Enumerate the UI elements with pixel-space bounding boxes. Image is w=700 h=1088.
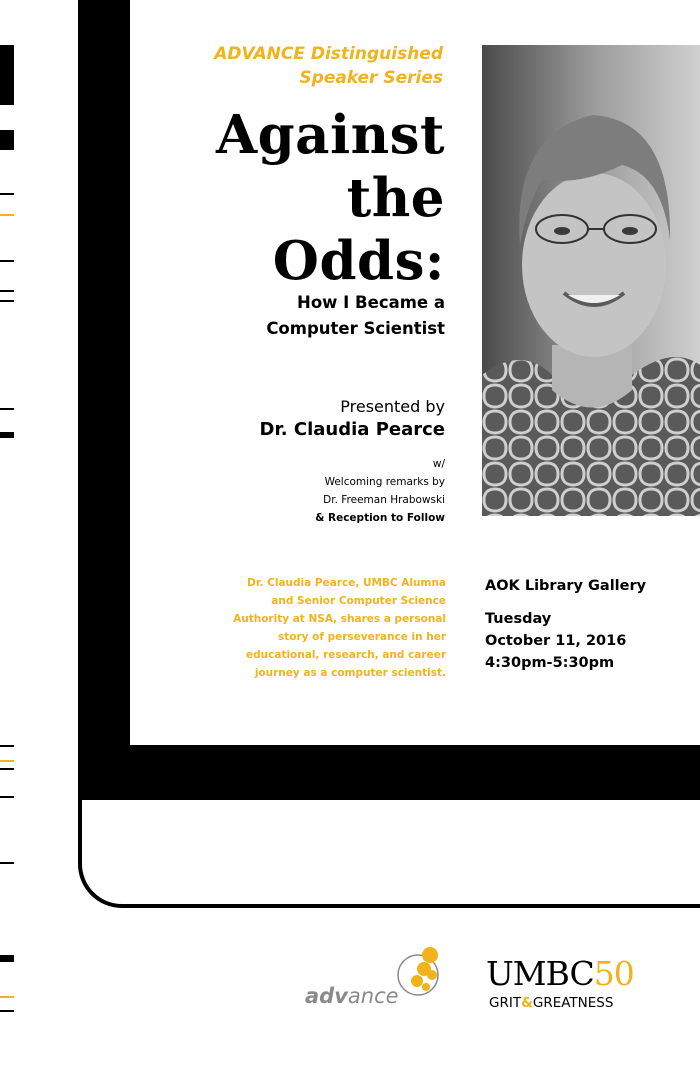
tick-mark (0, 290, 14, 292)
title-line: the (346, 167, 445, 229)
series-line: Speaker Series (299, 68, 443, 88)
umbc-fifty: 50 (593, 954, 634, 993)
event-details (485, 576, 695, 674)
remarks-speaker: Dr. Freeman Hrabowski (323, 494, 445, 506)
tick-mark (0, 996, 14, 998)
blurb-line: story of perseverance in her (278, 631, 446, 643)
tick-mark (0, 862, 14, 864)
tick-mark (0, 300, 14, 302)
event-title (160, 104, 445, 293)
speaker-blurb (225, 574, 446, 682)
tagline-grit: GRIT (489, 995, 522, 1011)
presenter-name: Dr. Claudia Pearce (259, 419, 445, 440)
tagline-greatness: GREATNESS (532, 995, 614, 1011)
tick-mark (0, 745, 14, 747)
blurb-line: and Senior Computer Science (271, 595, 446, 607)
tick-mark (0, 45, 14, 105)
event-subtitle (200, 290, 445, 342)
speaker-photo (482, 45, 700, 516)
blurb-line: Dr. Claudia Pearce, UMBC Alumna (247, 577, 446, 589)
tick-mark (0, 408, 14, 410)
umbc-wordmark: UMBC (486, 954, 594, 993)
tick-mark (0, 260, 14, 262)
tick-mark (0, 432, 14, 438)
monitor-base (78, 800, 700, 908)
tick-mark (0, 193, 14, 195)
tick-mark (0, 796, 14, 798)
advance-wordmark-light: ance (347, 984, 399, 1008)
subtitle-line: How I Became a (297, 293, 445, 312)
tick-mark (0, 1010, 14, 1012)
umbc50-logo (486, 956, 634, 992)
series-title (180, 42, 443, 90)
advance-wordmark-bold: adv (305, 984, 348, 1008)
tick-mark (0, 214, 14, 216)
blurb-line: educational, research, and career (246, 649, 446, 661)
tick-mark (0, 130, 14, 150)
series-line: ADVANCE Distinguished (214, 44, 443, 64)
title-line: Against (215, 104, 445, 166)
advance-wordmark (305, 984, 399, 1008)
with-label: w/ (432, 458, 445, 470)
grit-greatness-tagline (489, 995, 613, 1011)
reception-note: & Reception to Follow (315, 512, 445, 524)
tick-mark (0, 768, 14, 770)
tagline-ampersand: & (521, 995, 533, 1011)
presented-by-label: Presented by (340, 397, 445, 416)
blurb-line: journey as a computer scientist. (254, 667, 446, 679)
subtitle-line: Computer Scientist (266, 319, 445, 338)
event-time: 4:30pm-5:30pm (485, 655, 615, 671)
tick-mark (0, 955, 14, 962)
monitor-bezel (78, 745, 700, 800)
event-day: Tuesday (485, 611, 552, 627)
event-location: AOK Library Gallery (485, 578, 647, 594)
welcoming-remarks (200, 455, 445, 527)
title-line: Odds: (272, 230, 445, 292)
event-datetime (485, 608, 695, 674)
event-date: October 11, 2016 (485, 633, 627, 649)
remarks-line: Welcoming remarks by (324, 476, 445, 488)
tick-mark (0, 760, 14, 762)
blurb-line: Authority at NSA, shares a personal (233, 613, 446, 625)
